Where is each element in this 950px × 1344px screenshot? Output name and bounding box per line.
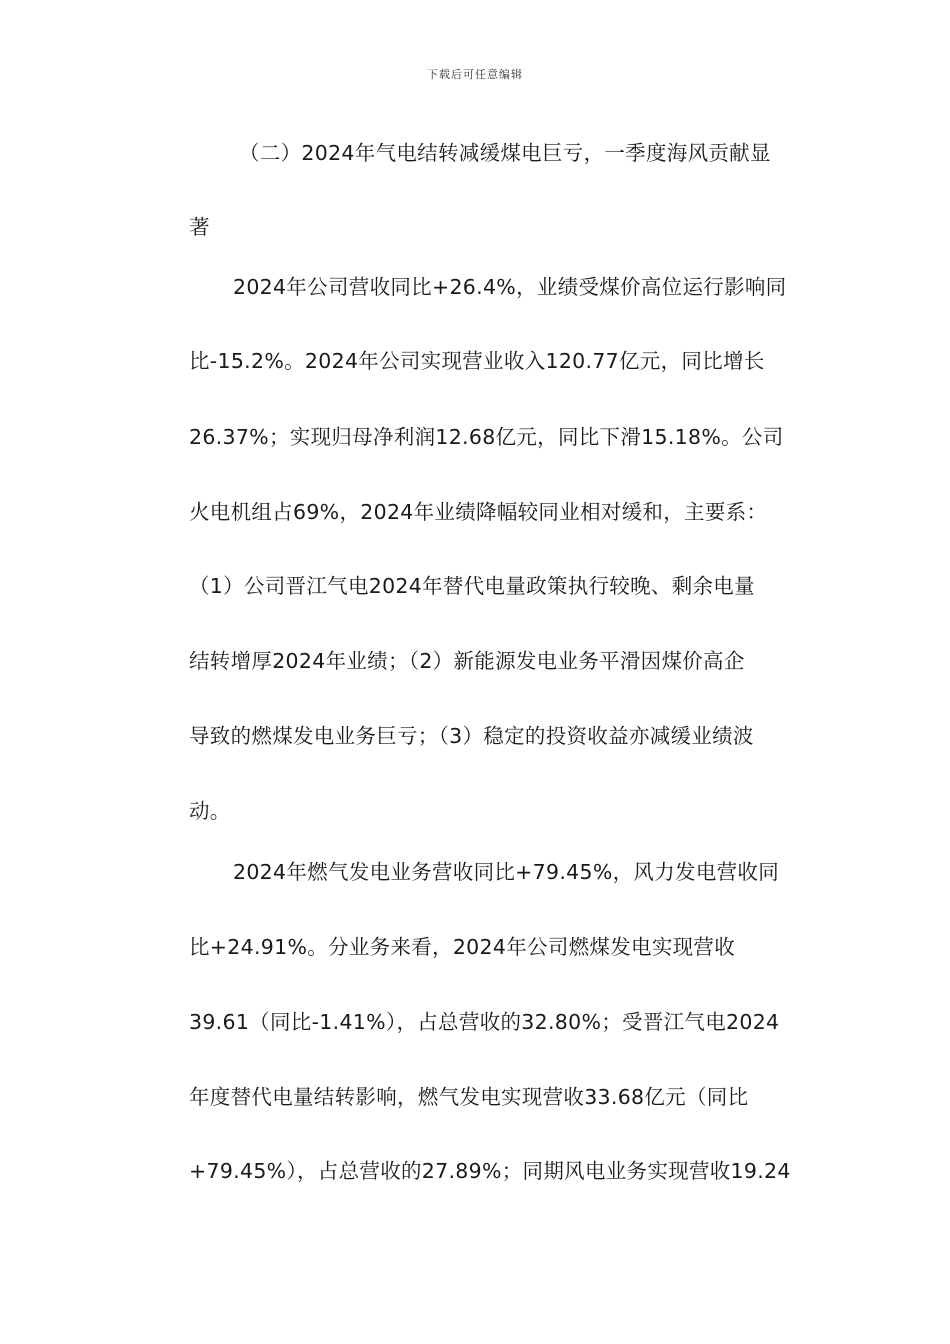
paragraph-1-line-8: 动。 bbox=[189, 799, 231, 823]
paragraph-2-line-1: 2024年燃气发电业务营收同比+79.45%，风力发电营收同 bbox=[233, 860, 780, 884]
paragraph-1-line-2: 比-15.2%。2024年公司实现营业收入120.77亿元，同比增长 bbox=[189, 349, 765, 373]
paragraph-1-line-7: 导致的燃煤发电业务巨亏；（3）稳定的投资收益亦减缓业绩波 bbox=[189, 724, 754, 748]
header-note: 下载后可任意编辑 bbox=[427, 68, 523, 81]
paragraph-1-line-1: 2024年公司营收同比+26.4%，业绩受煤价高位运行影响同 bbox=[233, 275, 787, 299]
paragraph-1-line-6: 结转增厚2024年业绩；（2）新能源发电业务平滑因煤价高企 bbox=[189, 649, 745, 673]
section-heading-line-1: （二）2024年气电结转减缓煤电巨亏，一季度海风贡献显 bbox=[239, 141, 771, 165]
section-heading-line-2: 著 bbox=[189, 215, 210, 239]
paragraph-1-line-5: （1）公司晋江气电2024年替代电量政策执行较晚、剩余电量 bbox=[189, 574, 755, 598]
paragraph-2-line-5: +79.45%），占总营收的27.89%；同期风电业务实现营收19.24 bbox=[189, 1159, 791, 1183]
paragraph-1-line-4: 火电机组占69%，2024年业绩降幅较同业相对缓和，主要系： bbox=[189, 500, 768, 524]
paragraph-2-line-3: 39.61（同比-1.41%），占总营收的32.80%；受晋江气电2024 bbox=[189, 1010, 780, 1034]
paragraph-2-line-4: 年度替代电量结转影响，燃气发电实现营收33.68亿元（同比 bbox=[189, 1085, 749, 1109]
paragraph-1-line-3: 26.37%；实现归母净利润12.68亿元，同比下滑15.18%。公司 bbox=[189, 425, 784, 449]
paragraph-2-line-2: 比+24.91%。分业务来看，2024年公司燃煤发电实现营收 bbox=[189, 935, 736, 959]
